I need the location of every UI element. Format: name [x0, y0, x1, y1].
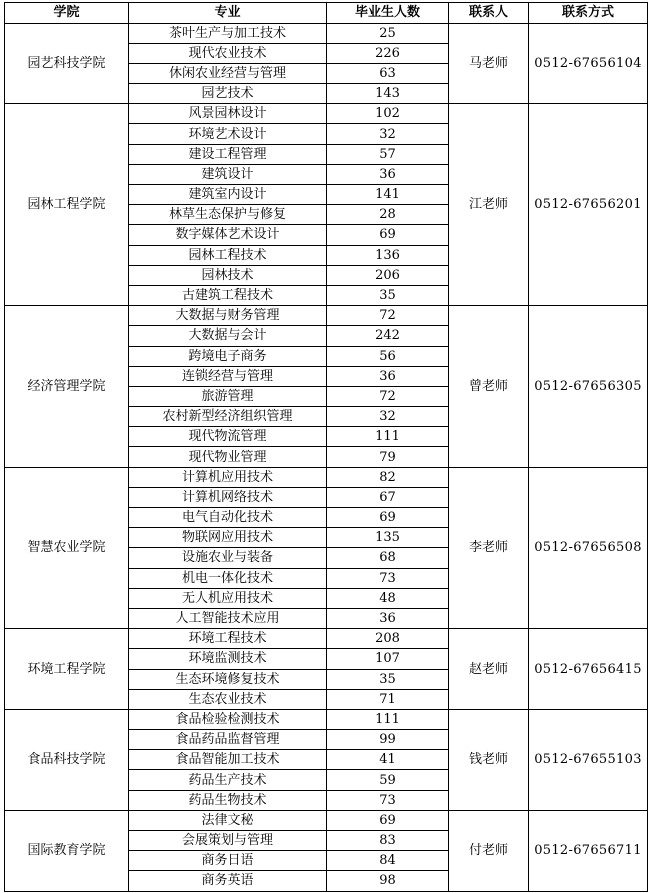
graduate-count: 69	[327, 225, 449, 245]
major-name: 茶叶生产与加工技术	[129, 23, 327, 43]
graduate-count: 69	[327, 508, 449, 528]
major-name: 食品检验检测技术	[129, 709, 327, 729]
contact-person: 钱老师	[449, 709, 529, 810]
major-name: 计算机应用技术	[129, 467, 327, 487]
major-name: 建筑室内设计	[129, 185, 327, 205]
major-name: 药品生产技术	[129, 770, 327, 790]
graduate-count: 32	[327, 124, 449, 144]
major-name: 法律文秘	[129, 810, 327, 830]
contact-person: 马老师	[449, 23, 529, 104]
college-name: 园林工程学院	[5, 104, 129, 306]
major-name: 商务日语	[129, 851, 327, 871]
graduate-count: 41	[327, 750, 449, 770]
major-name: 环境监测技术	[129, 649, 327, 669]
major-name: 古建筑工程技术	[129, 285, 327, 305]
graduate-count: 99	[327, 730, 449, 750]
table-body	[5, 23, 648, 891]
header-school: 学院	[5, 3, 129, 24]
graduate-count: 69	[327, 810, 449, 830]
major-name: 园林工程技术	[129, 245, 327, 265]
graduate-count: 73	[327, 568, 449, 588]
major-name: 药品生物技术	[129, 790, 327, 810]
college-name: 国际教育学院	[5, 810, 129, 891]
major-name: 连锁经营与管理	[129, 366, 327, 386]
header-row	[5, 3, 648, 24]
contact-phone: 0512-67656508	[529, 467, 648, 629]
major-name: 旅游管理	[129, 386, 327, 406]
major-name: 人工智能技术应用	[129, 608, 327, 628]
major-name: 风景园林设计	[129, 104, 327, 124]
contact-person: 江老师	[449, 104, 529, 306]
contact-phone: 0512-67655103	[529, 709, 648, 810]
major-name: 环境工程技术	[129, 629, 327, 649]
table-row	[5, 23, 648, 43]
contact-phone: 0512-67656201	[529, 104, 648, 306]
major-name: 电气自动化技术	[129, 508, 327, 528]
graduate-count: 67	[327, 487, 449, 507]
table-row	[5, 104, 648, 124]
graduate-count: 68	[327, 548, 449, 568]
major-name: 生态农业技术	[129, 689, 327, 709]
graduate-count: 56	[327, 346, 449, 366]
graduate-count: 111	[327, 709, 449, 729]
table-row	[5, 629, 648, 649]
graduate-count: 98	[327, 871, 449, 891]
major-name: 无人机应用技术	[129, 588, 327, 608]
major-name: 休闲农业经营与管理	[129, 63, 327, 83]
graduate-count: 63	[327, 63, 449, 83]
graduate-count: 48	[327, 588, 449, 608]
graduate-count: 82	[327, 467, 449, 487]
college-name: 食品科技学院	[5, 709, 129, 810]
major-name: 生态环境修复技术	[129, 669, 327, 689]
major-name: 食品药品监督管理	[129, 730, 327, 750]
major-name: 建设工程管理	[129, 144, 327, 164]
major-name: 园林技术	[129, 265, 327, 285]
table-row	[5, 810, 648, 830]
contact-person: 付老师	[449, 810, 529, 891]
contact-person: 李老师	[449, 467, 529, 629]
graduate-count: 136	[327, 245, 449, 265]
table-row	[5, 306, 648, 326]
graduate-count: 102	[327, 104, 449, 124]
graduate-count: 36	[327, 366, 449, 386]
graduate-count: 143	[327, 84, 449, 104]
graduate-count: 83	[327, 831, 449, 851]
major-name: 物联网应用技术	[129, 528, 327, 548]
graduate-count: 242	[327, 326, 449, 346]
major-name: 环境艺术设计	[129, 124, 327, 144]
graduate-count: 72	[327, 386, 449, 406]
contact-person: 赵老师	[449, 629, 529, 710]
graduate-count: 73	[327, 790, 449, 810]
header-major: 专业	[129, 3, 327, 24]
major-name: 计算机网络技术	[129, 487, 327, 507]
contact-phone: 0512-67656104	[529, 23, 648, 104]
graduate-count: 36	[327, 608, 449, 628]
header-graduates: 毕业生人数	[327, 3, 449, 24]
college-name: 园艺科技学院	[5, 23, 129, 104]
major-name: 大数据与会计	[129, 326, 327, 346]
major-name: 跨境电子商务	[129, 346, 327, 366]
major-name: 建筑设计	[129, 164, 327, 184]
major-name: 会展策划与管理	[129, 831, 327, 851]
graduate-count: 111	[327, 427, 449, 447]
header-phone: 联系方式	[529, 3, 648, 24]
graduate-count: 71	[327, 689, 449, 709]
graduate-count: 35	[327, 669, 449, 689]
college-name: 经济管理学院	[5, 306, 129, 468]
college-name: 智慧农业学院	[5, 467, 129, 629]
major-name: 数字媒体艺术设计	[129, 225, 327, 245]
graduate-count: 35	[327, 285, 449, 305]
major-name: 设施农业与装备	[129, 548, 327, 568]
graduate-count: 57	[327, 144, 449, 164]
graduate-count: 32	[327, 407, 449, 427]
major-name: 现代物业管理	[129, 447, 327, 467]
major-name: 食品智能加工技术	[129, 750, 327, 770]
contact-person: 曾老师	[449, 306, 529, 468]
graduates-table	[4, 2, 648, 892]
graduate-count: 226	[327, 43, 449, 63]
header-contact: 联系人	[449, 3, 529, 24]
graduate-count: 25	[327, 23, 449, 43]
graduate-count: 59	[327, 770, 449, 790]
table-row	[5, 467, 648, 487]
major-name: 园艺技术	[129, 84, 327, 104]
graduate-count: 84	[327, 851, 449, 871]
graduate-count: 107	[327, 649, 449, 669]
table-row	[5, 709, 648, 729]
major-name: 现代物流管理	[129, 427, 327, 447]
major-name: 机电一体化技术	[129, 568, 327, 588]
contact-phone: 0512-67656415	[529, 629, 648, 710]
graduate-count: 79	[327, 447, 449, 467]
major-name: 大数据与财务管理	[129, 306, 327, 326]
major-name: 现代农业技术	[129, 43, 327, 63]
graduate-count: 36	[327, 164, 449, 184]
graduate-count: 72	[327, 306, 449, 326]
contact-phone: 0512-67656711	[529, 810, 648, 891]
major-name: 商务英语	[129, 871, 327, 891]
contact-phone: 0512-67656305	[529, 306, 648, 468]
graduate-count: 208	[327, 629, 449, 649]
graduate-count: 135	[327, 528, 449, 548]
graduate-count: 28	[327, 205, 449, 225]
major-name: 林草生态保护与修复	[129, 205, 327, 225]
major-name: 农村新型经济组织管理	[129, 407, 327, 427]
graduate-count: 141	[327, 185, 449, 205]
graduate-count: 206	[327, 265, 449, 285]
college-name: 环境工程学院	[5, 629, 129, 710]
